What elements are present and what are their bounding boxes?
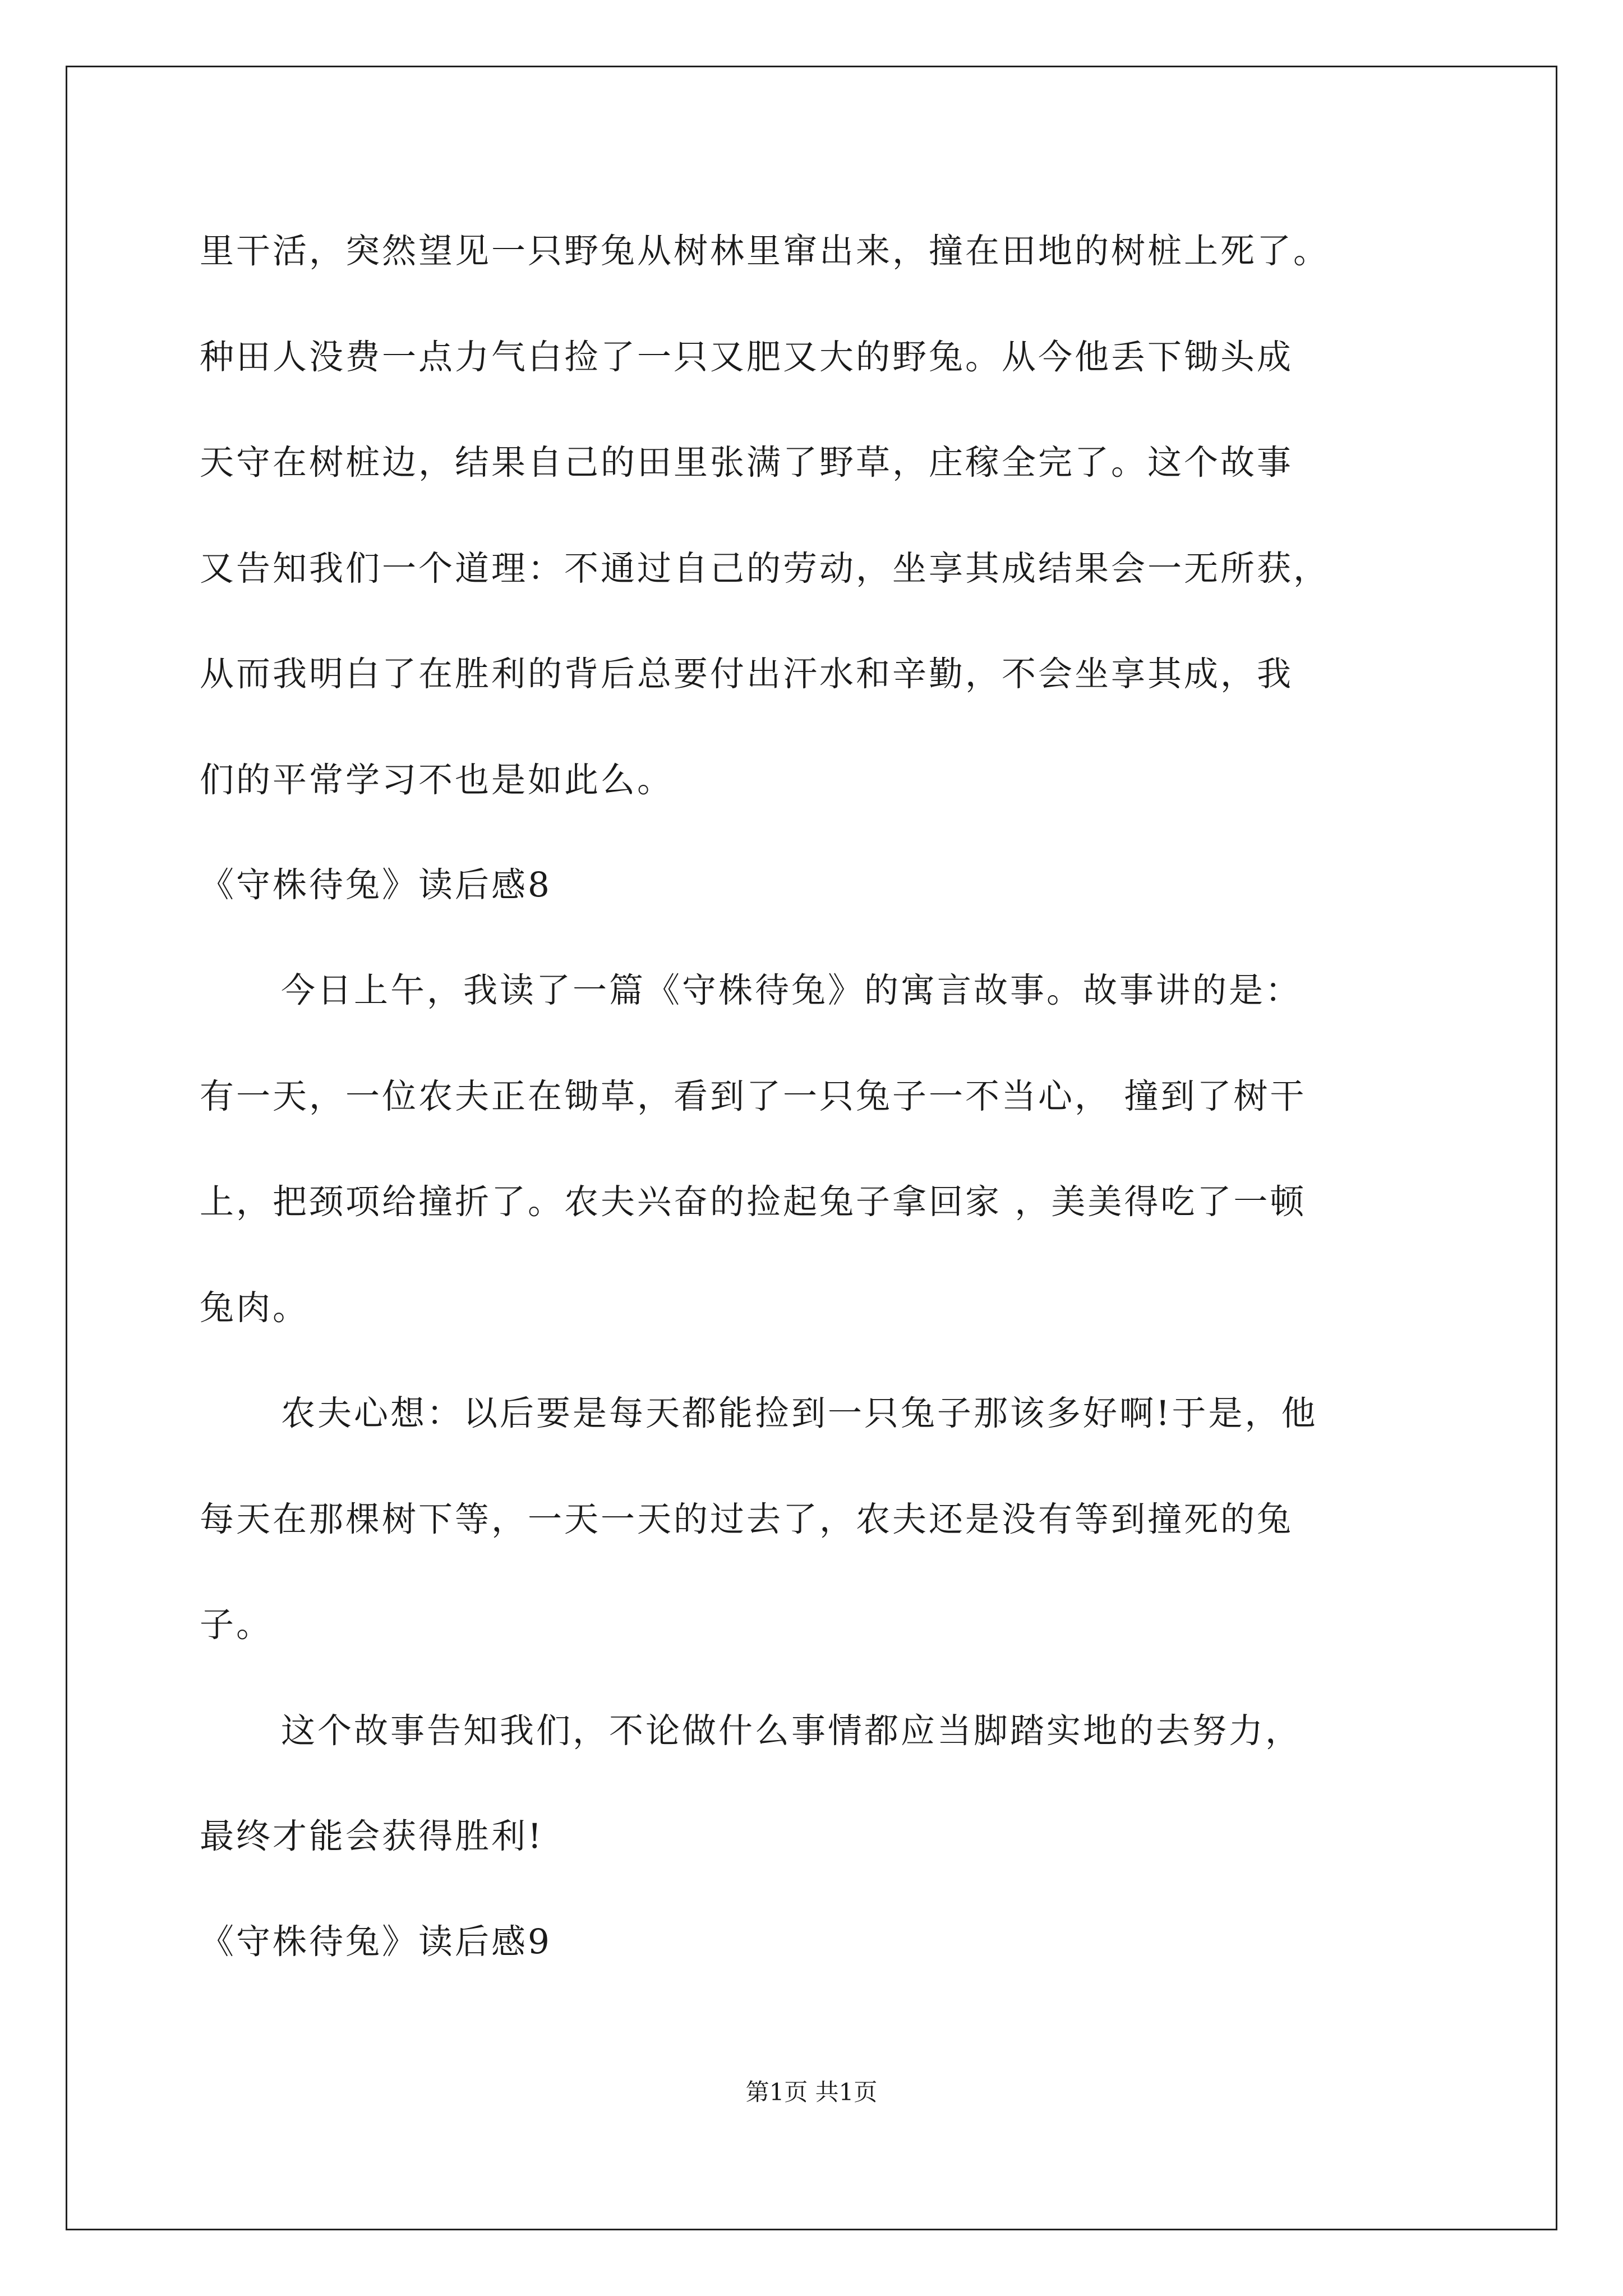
paragraph-line: 从而我明白了在胜利的背后总要付出汗水和辛勤，不会坐享其成，我 <box>200 654 1294 694</box>
paragraph-line: 每天在那棵树下等，一天一天的过去了，农夫还是没有等到撞死的兔 <box>200 1499 1294 1539</box>
paragraph-line: 今日上午，我读了一篇《守株待兔》的寓言故事。故事讲的是： <box>281 970 1302 1010</box>
paragraph-line: 最终才能会获得胜利! <box>200 1816 544 1856</box>
paragraph-line: 里干活，突然望见一只野兔从树林里窜出来，撞在田地的树桩上死了。 <box>200 231 1330 271</box>
paragraph-line: 又告知我们一个道理：不通过自己的劳动，坐享其成结果会一无所获， <box>200 549 1330 588</box>
paragraph-line: 这个故事告知我们，不论做什么事情都应当脚踏实地的去努力， <box>281 1711 1302 1751</box>
paragraph-line: 农夫心想：以后要是每天都能捡到一只兔子那该多好啊!于是，他 <box>281 1393 1318 1433</box>
paragraph-line: 天守在树桩边，结果自己的田里张满了野草，庄稼全完了。这个故事 <box>200 443 1294 482</box>
section-heading: 《守株待兔》读后感8 <box>200 865 552 905</box>
page-border <box>66 66 1557 2230</box>
paragraph-line: 子。 <box>200 1605 273 1645</box>
paragraph-line: 种田人没费一点力气白捡了一只又肥又大的野兔。从今他丢下锄头成 <box>200 337 1294 377</box>
paragraph-line: 兔肉。 <box>200 1288 310 1328</box>
page-number-footer: 第1页 共1页 <box>745 2078 878 2106</box>
paragraph-line: 们的平常学习不也是如此么。 <box>200 760 674 800</box>
paragraph-line: 上，把颈项给撞折了。农夫兴奋的捡起兔子拿回家 ，美美得吃了一顿 <box>200 1182 1307 1222</box>
section-heading: 《守株待兔》读后感9 <box>200 1922 552 1962</box>
paragraph-line: 有一天，一位农夫正在锄草，看到了一只兔子一不当心， 撞到了树干 <box>200 1076 1307 1116</box>
